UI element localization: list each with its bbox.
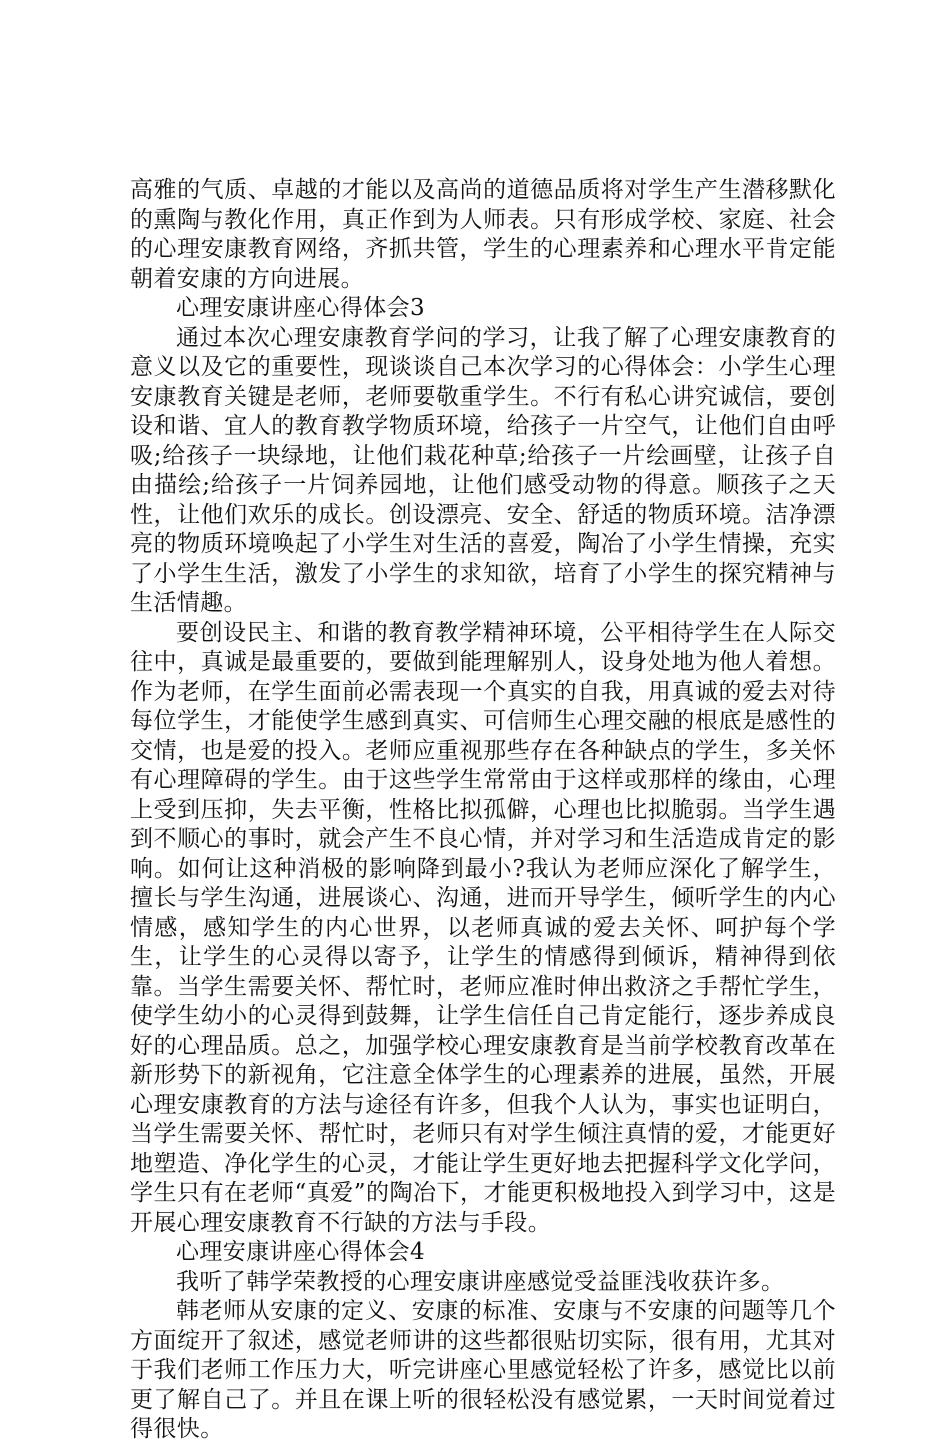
paragraph: 通过本次心理安康教育学问的学习，让我了解了心理安康教育的意义以及它的重要性，现谈谈自己本次学习的心得体会：小学生心理安康教育关键是老师，老师要敬重学生。不行有私心讲究诚信，要创设和谐、宜人的教育教学物质环境，给孩子一片空气，让他们自由呼吸;给孩子一块绿地，让他们栽花种草;给孩子一片绘画壁，让孩子自由描绘;给孩子一片饲养园地，让他们感受动物的得意。顺孩子之天性，让他们欢乐的成长。创设漂亮、安全、舒适的物质环境。洁净漂亮的物质环境唤起了小学生对生活的喜爱，陶冶了小学生情操，充实了小学生生活，激发了小学生的求知欲，培育了小学生的探究精神与生活情趣。	[130, 324, 836, 616]
section-heading-3: 心理安康讲座心得体会3	[176, 295, 426, 321]
document-body	[130, 176, 836, 1445]
paragraph-continuation: 高雅的气质、卓越的才能以及高尚的道德品质将对学生产生潜移默化的熏陶与教化作用，真正作到为人师表。只有形成学校、家庭、社会的心理安康教育网络，齐抓共管，学生的心理素养和心理水平肯定能朝着安康的方向进展。	[130, 177, 836, 292]
section-heading-4: 心理安康讲座心得体会4	[176, 1239, 426, 1265]
paragraph: 要创设民主、和谐的教育教学精神环境，公平相待学生在人际交往中，真诚是最重要的，要做到能理解别人，设身处地为他人着想。作为老师，在学生面前必需表现一个真实的自我，用真诚的爱去对待每位学生，才能使学生感到真实、可信师生心理交融的根底是感性的交情，也是爱的投入。老师应重视那些存在各种缺点的学生，多关怀有心理障碍的学生。由于这些学生常常由于这样或那样的缘由，心理上受到压抑，失去平衡，性格比拟孤僻，心理也比拟脆弱。当学生遇到不顺心的事时，就会产生不良心情，并对学习和生活造成肯定的影响。如何让这种消极的影响降到最小?我认为老师应深化了解学生，擅长与学生沟通，进展谈心、沟通，进而开导学生，倾听学生的内心情感，感知学生的内心世界，以老师真诚的爱去关怀、呵护每个学生，让学生的心灵得以寄予，让学生的情感得到倾诉，精神得到依靠。当学生需要关怀、帮忙时，老师应准时伸出救济之手帮忙学生，使学生幼小的心灵得到鼓舞，让学生信任自己肯定能行，逐步养成良好的心理品质。总之，加强学校心理安康教育是当前学校教育改革在新形势下的新视角，它注意全体学生的心理素养的进展，虽然，开展心理安康教育的方法与途径有许多，但我个人认为，事实也证明白，当学生需要关怀、帮忙时，老师只有对学生倾注真情的爱，才能更好地塑造、净化学生的心灵，才能让学生更好地去把握科学文化学问，学生只有在老师“真爱”的陶冶下，才能更积极地投入到学习中，这是开展心理安康教育不行缺的方法与手段。	[130, 619, 836, 1236]
paragraph: 韩老师从安康的定义、安康的标准、安康与不安康的问题等几个方面绽开了叙述，感觉老师讲的这些都很贴切实际，很有用，尤其对于我们老师工作压力大，听完讲座心里感觉轻松了许多，感觉比以前更了解自己了。并且在课上听的很轻松没有感觉累，一天时间觉着过得很快。	[130, 1298, 836, 1442]
paragraph: 我听了韩学荣教授的心理安康讲座感觉受益匪浅收获许多。	[176, 1268, 785, 1295]
